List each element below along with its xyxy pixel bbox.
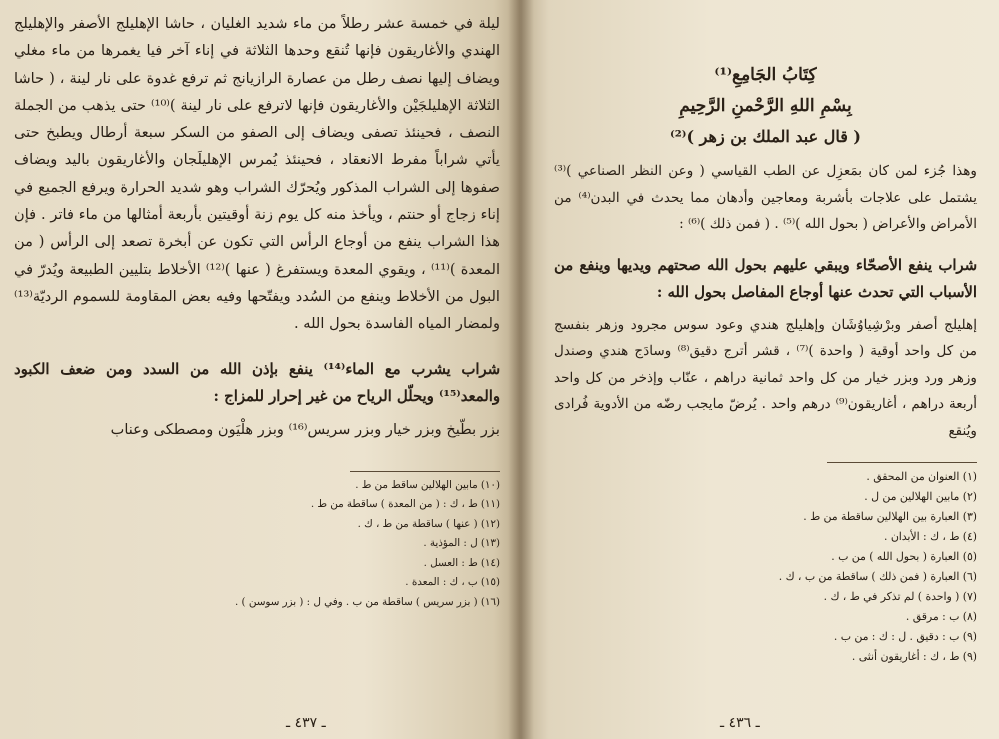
footnote: (١٦) ( بزر سريس ) ساقطة من ب . وفي ل : ( بزر سوسن ) . <box>235 595 500 608</box>
left-paragraph: ليلة في خمسة عشر رطلاً من ماء شديد الغليان ، حاشا الإهليلج الأصفر والإهليلج الهندي والأغاريقون فإنها تُنقع وحدها الثلاثة في إناء آخر فيا يغمرها من ماء مغلي ويضاف إليها نصف رطل من عصارة الرازيانج ثم ترفع غدوة على نار لينة ، ( حاشا الثلاثة الإهليلجَيْن والأغاريقون فإنها لاترفع على نار لينة )⁽¹⁰⁾ حتى يذهب من الجملة النصف ، فحينئذ تصفى ويضاف إلى الصفو من السكر سبعة أرطال ويطبخ حتى يأتي شراباً مفرط الانعقاد ، فحينئذ يُمرس الإهليلَجان والأغاريقون باليد ويضاف صفوها إلى الشراب المذكور ويُحرّك الشراب وهو شديد الحرارة ويرفع الجميع في إناء زجاج أو حنتم ، ويأخذ منه كل يوم زنة أوقيتين بأربعة أمثالها من ماء فاتر . فإن هذا الشراب ينفع من أوجاع الرأس التي تكون عن أبخرة تصعد إلى الرأس ( من المعدة )⁽¹¹⁾ ، ويقوي المعدة ويستفرغ ( عنها )⁽¹²⁾ الأخلاط بتليين الطبيعة ويُدرّ في البول من الأخلاط وينفع من السُدد ويفتّحها وفيه بعض المقاومة للسموم الرديّة⁽¹³⁾ ولمضار المياه الفاسدة بحول الله . <box>14 15 501 333</box>
left-footnotes <box>14 476 500 613</box>
basmala: بِسْمِ اللهِ الرَّحْمنِ الرَّحِيمِ <box>679 96 852 116</box>
footnote: (٥) العبارة ( بحول الله ) من ب . <box>831 550 977 563</box>
footnote-divider <box>827 462 977 463</box>
footnote-divider <box>350 471 500 472</box>
right-section-body <box>554 312 977 445</box>
footnote: (١٣) ل : المؤذية . <box>423 537 500 550</box>
right-section-heading: شراب ينفع الأصحّاء ويبقي عليهم بحول الله صحتهم ويديها وينفع من الأسباب التي تحدث عنها أوجاع المفاصل بحول الله : <box>554 256 977 301</box>
footnote: (٤) ط ، ك : الأبدان . <box>883 530 977 543</box>
footnote: (٣) العبارة بين الهلالين ساقطة من ط . <box>803 510 977 523</box>
intro-paragraph: وهذا جُزء لمن كان بمَعزِل عن الطب القياسي ( وعن النظر الصناعي )⁽³⁾ يشتمل على علاجات بأشربة ومعاجين وأدهان مما يحدث في البدن⁽⁴⁾ من الأمراض والأعراض ( بحول الله )⁽⁵⁾ . ( فمن ذلك )⁽⁶⁾ : <box>554 163 977 232</box>
page-number: ـ ٤٣٦ ـ <box>720 715 760 731</box>
left-section-text: بزر بطّيخ وبزر خيار وبزر سريس⁽¹⁶⁾ وبزر هلْيَون ومصطكى وعناب <box>110 420 500 438</box>
page-number: ـ ٤٣٧ ـ <box>286 715 326 731</box>
footnote: (١٤) ط : العسل . <box>423 556 500 569</box>
right-footnotes <box>554 467 977 667</box>
recipe-paragraph: إهليلج أصفر وبرْشِياوُشَان وإهليلج هندي وعود سوس مجرود وزهر بنفسج من كل واحد أوقية ( واحدة )⁽⁷⁾ ، قشر أترج دقيق⁽⁸⁾ وسادَج هندي وصندل وزهر ورد وبزر خيار من كل واحد ثمانية دراهم ، عنّاب وإذخر من كل واحد أربعة دراهم ، أغاريقون⁽⁹⁾ درهم واحد . يُرضّ مايجب رضّه من الأدوية فُرادى ويُنقع <box>554 316 977 439</box>
footnote: (١٥) ب ، ك : المعدة . <box>405 576 500 589</box>
footnote: (٩) ب : دقيق . ل : ك : من ب . <box>833 630 977 643</box>
footnote: (٩) ط ، ك : أغاريقون أنثى . <box>851 650 977 663</box>
right-intro <box>554 158 977 238</box>
footnote: (١) العنوان من المحقق . <box>866 470 977 483</box>
footnote: (١١) ط ، ك : ( من المعدة ) ساقطة من ط . <box>310 498 500 511</box>
footnote: (٦) العبارة ( فمن ذلك ) ساقطة من ب ، ك . <box>778 570 977 583</box>
footnote: (٢) مابين الهلالين من ل . <box>864 490 977 503</box>
footnote: (١٢) ( عنها ) ساقطة من ط ، ك . <box>357 517 500 530</box>
left-body <box>14 10 500 338</box>
chapter-title: كِتَابُ الجَامِعِ⁽¹⁾ <box>714 65 817 85</box>
left-section-body <box>14 416 500 443</box>
footnote: (٨) ب : مرقق . <box>905 610 977 623</box>
speaker-line: ( قال عبد الملك بن زهر )⁽²⁾ <box>669 127 861 146</box>
book-gutter <box>508 0 534 739</box>
right-page <box>520 0 999 739</box>
footnote: (٧) ( واحدة ) لم تذكر في ط ، ك . <box>823 590 977 603</box>
left-section-heading: شراب يشرب مع الماء⁽¹⁴⁾ ينفع بإذن الله من السدد ومن ضعف الكبود والمعد⁽¹⁵⁾ ويحلّل الرياح من غير إحرار للمزاج : <box>14 360 500 405</box>
footnote: (١٠) مابين الهلالين ساقط من ط . <box>355 478 500 491</box>
